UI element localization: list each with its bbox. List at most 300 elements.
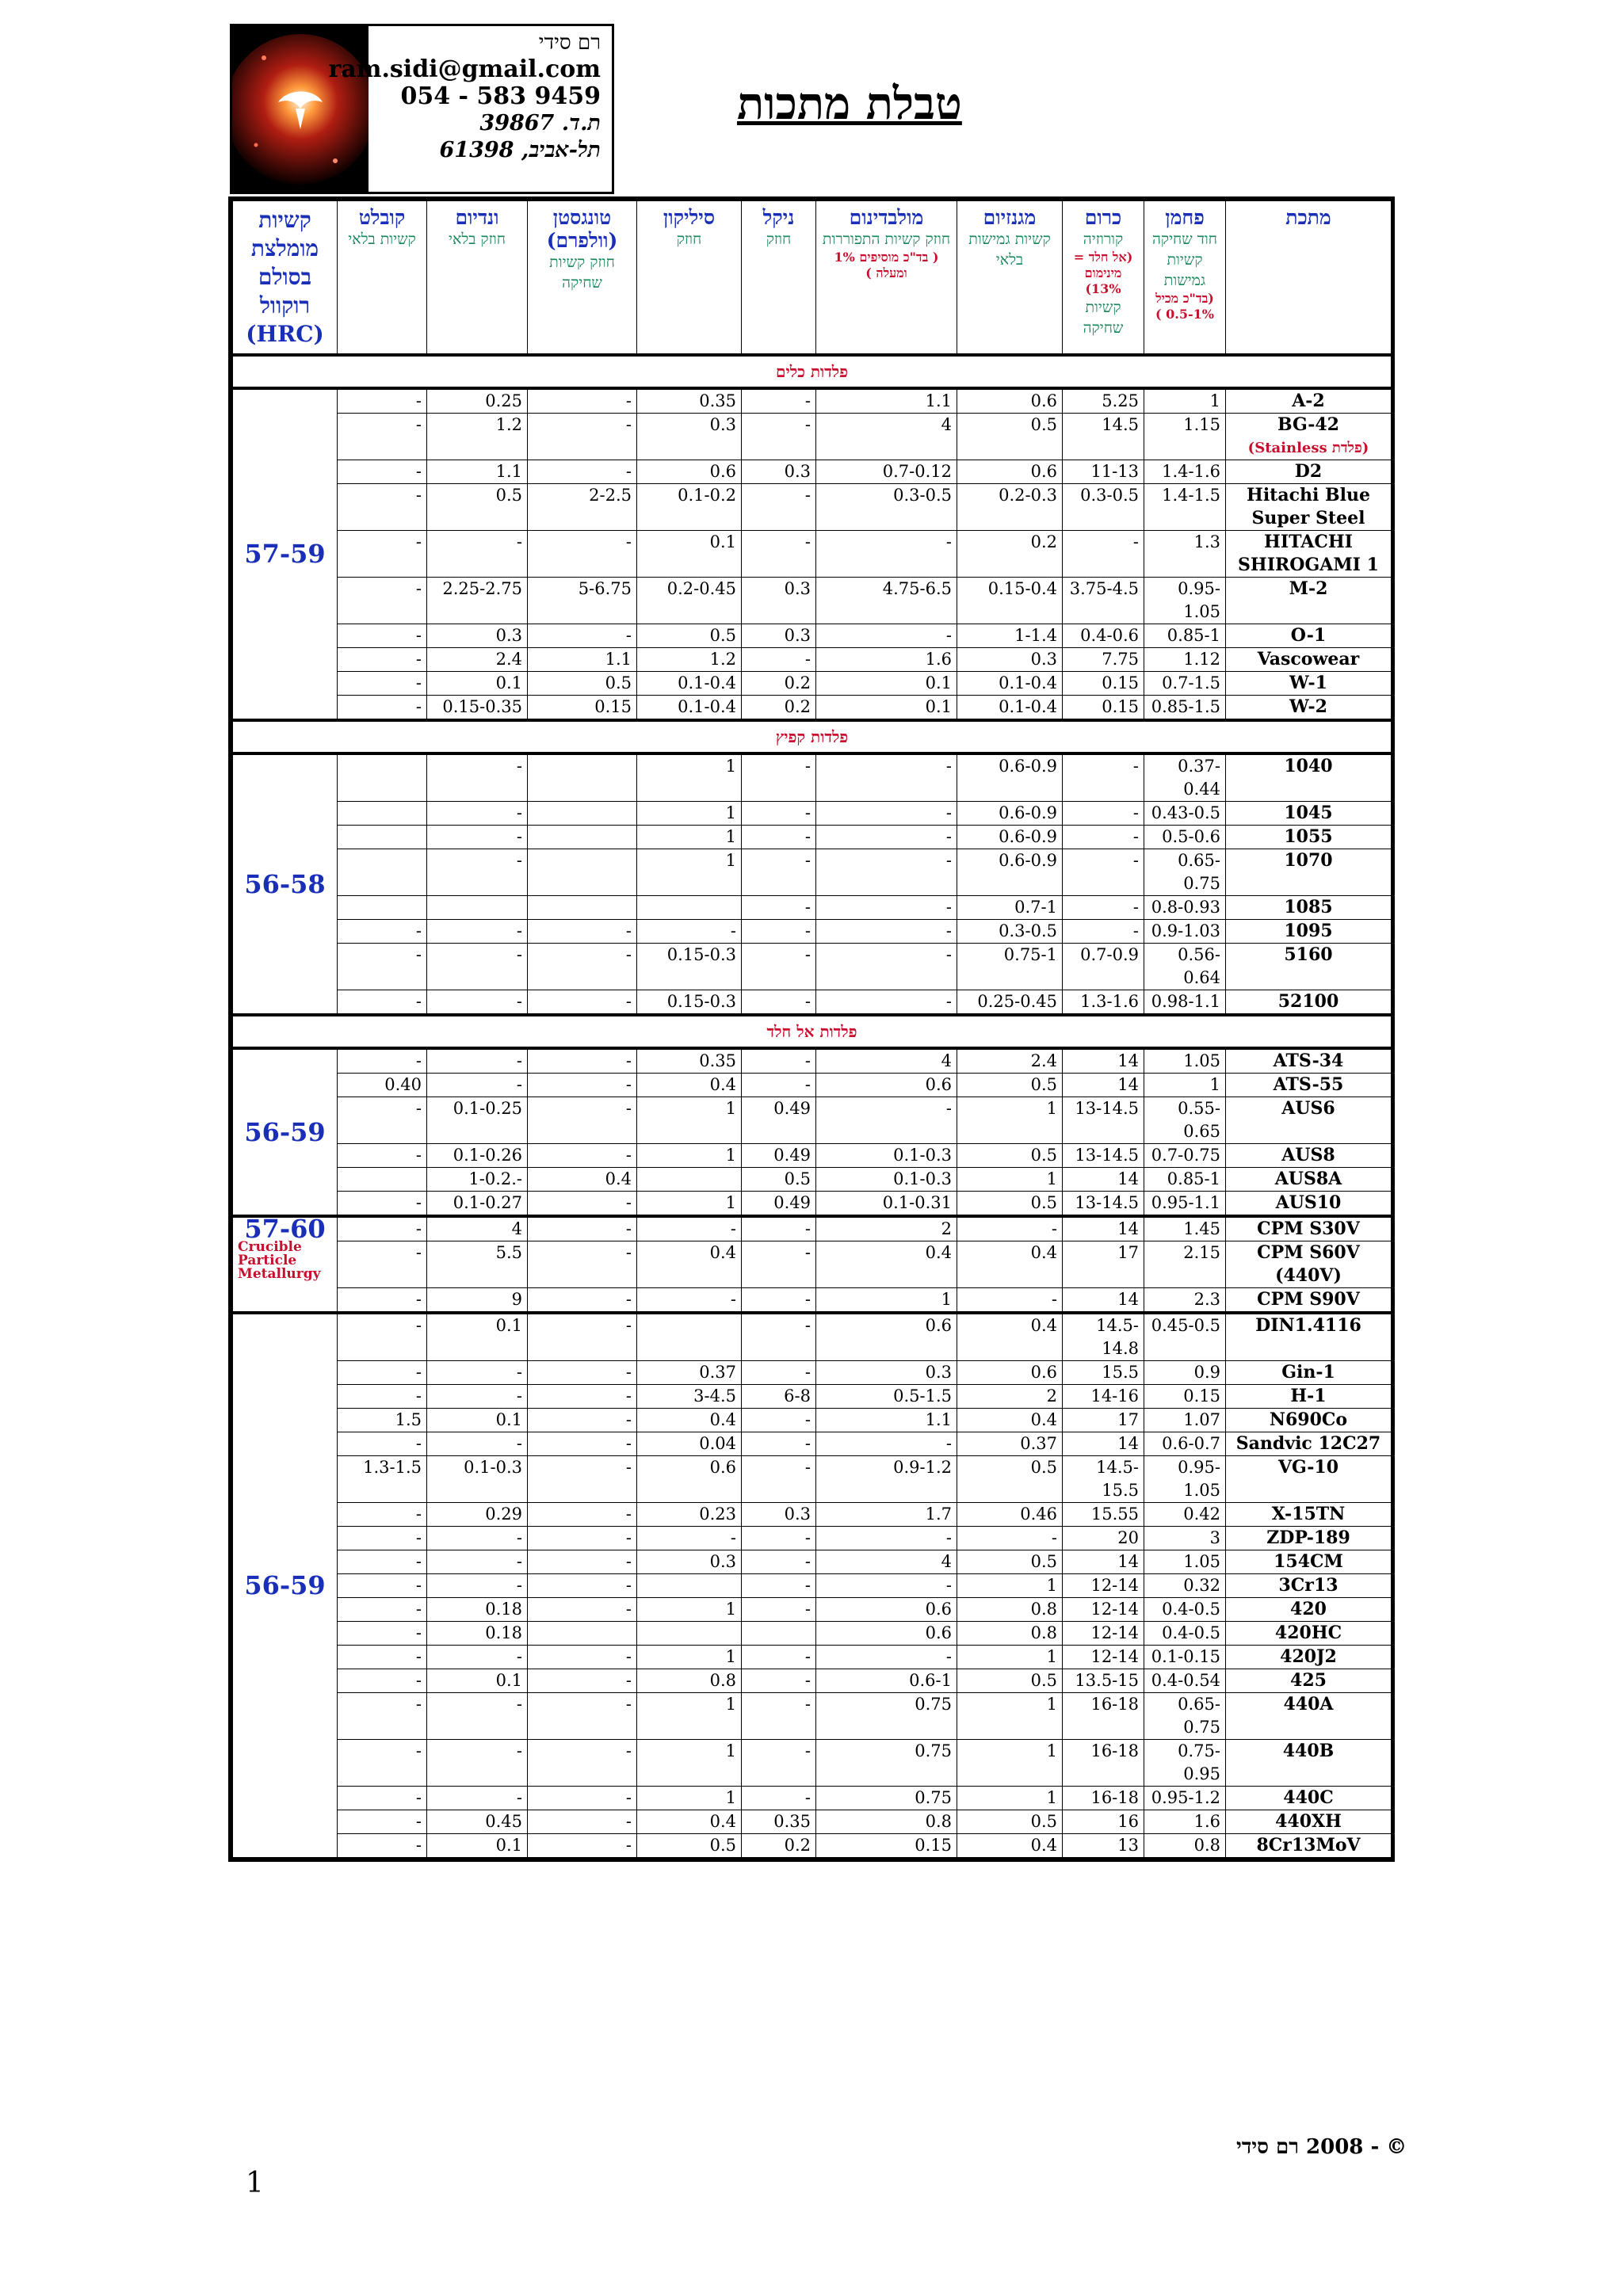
- cell-co: -: [338, 1574, 427, 1598]
- cell-co: -: [338, 1787, 427, 1810]
- cell-mo: -: [816, 1527, 957, 1550]
- cell-v: 0.1: [427, 1313, 528, 1361]
- cell-w: [528, 753, 637, 802]
- page-number: 1: [246, 2167, 264, 2199]
- cell-cr: 12-14: [1063, 1574, 1144, 1598]
- cell-mn: 1-1.4: [957, 624, 1063, 648]
- cell-cr: 15.5: [1063, 1361, 1144, 1385]
- cell-cr: 14: [1063, 1048, 1144, 1074]
- cell-ni: 0.49: [742, 1144, 816, 1168]
- cell-mo: 0.75: [816, 1787, 957, 1810]
- table-row: [233, 1574, 1392, 1598]
- cell-w: -: [528, 1216, 637, 1241]
- cell-v: -: [427, 1361, 528, 1385]
- cell-co: -: [338, 1622, 427, 1646]
- cell-c: 0.98-1.1: [1144, 990, 1226, 1016]
- metal-name-cell: [1226, 1527, 1392, 1550]
- column-header: [1063, 201, 1144, 356]
- cell-w: -: [528, 1385, 637, 1409]
- column-header-title: מגנזיום: [983, 206, 1037, 229]
- cell-co: -: [338, 1503, 427, 1527]
- cell-c: 0.85-1: [1144, 624, 1226, 648]
- cell-cr: 0.7-0.9: [1063, 944, 1144, 990]
- cell-w: -: [528, 1503, 637, 1527]
- cell-w: -: [528, 1144, 637, 1168]
- table-row: [233, 753, 1392, 802]
- cell-si: 1: [637, 826, 742, 849]
- cell-ni: -: [742, 1693, 816, 1740]
- cell-ni: -: [742, 1432, 816, 1456]
- cell-mo: 4: [816, 1048, 957, 1074]
- cell-c: 0.95-1.2: [1144, 1787, 1226, 1810]
- metal-name: 440C: [1283, 1787, 1334, 1808]
- cell-w: -: [528, 1787, 637, 1810]
- cell-si: 0.37: [637, 1361, 742, 1385]
- cell-w: -: [528, 1048, 637, 1074]
- metal-name-cell: [1226, 1241, 1392, 1288]
- cell-mo: 0.75: [816, 1693, 957, 1740]
- cell-w: -: [528, 1693, 637, 1740]
- cell-co: -: [338, 414, 427, 460]
- metal-name-cell: [1226, 920, 1392, 944]
- cell-mn: 0.75-1: [957, 944, 1063, 990]
- metal-name: CPM S60V (440V): [1257, 1242, 1360, 1286]
- cell-c: 0.95-1.05: [1144, 578, 1226, 624]
- metal-name-cell: [1226, 849, 1392, 896]
- cell-cr: 0.3-0.5: [1063, 484, 1144, 531]
- cell-mo: -: [816, 1097, 957, 1144]
- hrc-cell: [233, 1048, 338, 1216]
- cell-v: 0.1-0.3: [427, 1456, 528, 1503]
- cell-cr: 20: [1063, 1527, 1144, 1550]
- cell-si: [637, 1168, 742, 1192]
- cell-c: 0.4-0.5: [1144, 1622, 1226, 1646]
- cell-co: -: [338, 1048, 427, 1074]
- metal-name: O-1: [1290, 625, 1327, 646]
- metal-name-cell: [1226, 1048, 1392, 1074]
- metal-name-cell: [1226, 1409, 1392, 1432]
- cell-cr: -: [1063, 826, 1144, 849]
- cell-mn: 0.3: [957, 648, 1063, 672]
- table-row: [233, 849, 1392, 896]
- metal-name: 1045: [1284, 803, 1333, 823]
- table-row: [233, 1313, 1392, 1361]
- cell-c: 0.7-0.75: [1144, 1144, 1226, 1168]
- cell-mo: 0.4: [816, 1241, 957, 1288]
- cell-mn: 0.6-0.9: [957, 753, 1063, 802]
- table-row: [233, 648, 1392, 672]
- cell-w: -: [528, 624, 637, 648]
- cell-mn: 0.6-0.9: [957, 802, 1063, 826]
- cell-mn: 0.4: [957, 1834, 1063, 1858]
- cell-v: -: [427, 1048, 528, 1074]
- table-row: [233, 624, 1392, 648]
- cell-mo: 0.6: [816, 1074, 957, 1097]
- cell-si: 1: [637, 849, 742, 896]
- cell-c: 1.07: [1144, 1409, 1226, 1432]
- cell-w: -: [528, 1669, 637, 1693]
- cell-co: -: [338, 990, 427, 1016]
- cell-c: 1.45: [1144, 1216, 1226, 1241]
- cell-cr: 0.4-0.6: [1063, 624, 1144, 648]
- page-title: טבלת מתכות: [737, 78, 962, 130]
- cell-si: -: [637, 1216, 742, 1241]
- cell-ni: -: [742, 990, 816, 1016]
- cell-si: 0.6: [637, 460, 742, 484]
- table-row: [233, 1168, 1392, 1192]
- table-row: [233, 578, 1392, 624]
- table-row: [233, 696, 1392, 721]
- cell-mo: -: [816, 753, 957, 802]
- cell-si: 1: [637, 753, 742, 802]
- column-header-title: ונדיום: [455, 206, 499, 229]
- cell-cr: 14-16: [1063, 1385, 1144, 1409]
- column-header-title: טונגסטן (וולפרם): [546, 206, 618, 252]
- cell-v: -: [427, 1550, 528, 1574]
- table-row: [233, 1740, 1392, 1787]
- metal-name-cell: [1226, 1810, 1392, 1834]
- metal-name: ATS-55: [1273, 1074, 1344, 1095]
- metal-name: HITACHI SHIROGAMI 1: [1238, 532, 1379, 575]
- cell-c: 0.9-1.03: [1144, 920, 1226, 944]
- cell-w: -: [528, 1241, 637, 1288]
- cell-c: 0.37-0.44: [1144, 753, 1226, 802]
- cell-c: 0.7-1.5: [1144, 672, 1226, 696]
- cell-v: -: [427, 1074, 528, 1097]
- table-row: [233, 672, 1392, 696]
- contact-details: [328, 29, 601, 164]
- metal-name: 420: [1290, 1599, 1327, 1619]
- cell-co: -: [338, 944, 427, 990]
- cell-w: [528, 1622, 637, 1646]
- table-row: [233, 990, 1392, 1016]
- cell-si: 1: [637, 1740, 742, 1787]
- cell-v: 5.5: [427, 1241, 528, 1288]
- cell-cr: 13: [1063, 1834, 1144, 1858]
- cell-cr: 13-14.5: [1063, 1144, 1144, 1168]
- cell-v: 1.1: [427, 460, 528, 484]
- cell-w: -: [528, 460, 637, 484]
- cell-cr: 11-13: [1063, 460, 1144, 484]
- cell-ni: -: [742, 1574, 816, 1598]
- cell-w: [528, 802, 637, 826]
- cell-v: 0.1-0.25: [427, 1097, 528, 1144]
- metal-name: BG-42: [1277, 414, 1339, 435]
- cell-mn: 0.2: [957, 531, 1063, 578]
- table-row: [233, 1144, 1392, 1168]
- cell-v: 0.29: [427, 1503, 528, 1527]
- cell-cr: 15.55: [1063, 1503, 1144, 1527]
- table-row: [233, 826, 1392, 849]
- cell-c: 0.85-1.5: [1144, 696, 1226, 721]
- cell-co: 1.5: [338, 1409, 427, 1432]
- metal-name-cell: [1226, 1216, 1392, 1241]
- cell-w: -: [528, 1361, 637, 1385]
- cell-w: -: [528, 1313, 637, 1361]
- cell-si: 1: [637, 1192, 742, 1217]
- cell-ni: 0.2: [742, 672, 816, 696]
- metal-name: 8Cr13MoV: [1256, 1835, 1361, 1855]
- cell-c: 1.3: [1144, 531, 1226, 578]
- cell-v: -: [427, 849, 528, 896]
- cell-ni: -: [742, 1527, 816, 1550]
- cell-c: 1.4-1.6: [1144, 460, 1226, 484]
- column-header-subtitle: חוזק: [766, 231, 792, 248]
- metal-name: H-1: [1290, 1386, 1327, 1406]
- table-row: [233, 944, 1392, 990]
- column-header-note: (בד"כ מכיל 0.5-1% ): [1155, 291, 1214, 322]
- metal-name-cell: [1226, 1693, 1392, 1740]
- cell-co: -: [338, 1810, 427, 1834]
- hrc-cell: [233, 1313, 338, 1858]
- contact-email[interactable]: ram.sidi@gmail.com: [328, 55, 601, 83]
- cell-ni: -: [742, 1740, 816, 1787]
- cell-co: -: [338, 1527, 427, 1550]
- table-row: [233, 1810, 1392, 1834]
- metal-name: CPM S90V: [1257, 1289, 1360, 1310]
- cell-cr: 12-14: [1063, 1646, 1144, 1669]
- column-header-subtitle: קשיות בלאי: [348, 231, 416, 248]
- cell-mn: 1: [957, 1574, 1063, 1598]
- cell-cr: 14: [1063, 1168, 1144, 1192]
- column-header-subtitle: קורוזיה: [1083, 231, 1124, 248]
- cell-mn: 0.6-0.9: [957, 826, 1063, 849]
- cell-co: -: [338, 1598, 427, 1622]
- cell-v: 0.18: [427, 1622, 528, 1646]
- metal-name: W-2: [1289, 696, 1327, 717]
- cell-w: -: [528, 1288, 637, 1314]
- cell-mn: 0.5: [957, 1456, 1063, 1503]
- cell-c: 0.8-0.93: [1144, 896, 1226, 920]
- cell-w: -: [528, 990, 637, 1016]
- cell-ni: -: [742, 1669, 816, 1693]
- column-header-title: מולבדינום: [849, 206, 924, 229]
- cell-ni: -: [742, 1361, 816, 1385]
- cell-w: 5-6.75: [528, 578, 637, 624]
- cell-c: 0.55-0.65: [1144, 1097, 1226, 1144]
- cell-cr: 5.25: [1063, 388, 1144, 414]
- cell-c: 0.32: [1144, 1574, 1226, 1598]
- cell-si: [637, 1574, 742, 1598]
- cell-mn: 0.1-0.4: [957, 696, 1063, 721]
- cell-cr: -: [1063, 753, 1144, 802]
- cell-w: -: [528, 388, 637, 414]
- cell-c: 0.6-0.7: [1144, 1432, 1226, 1456]
- cell-co: [338, 1168, 427, 1192]
- metal-name-cell: [1226, 388, 1392, 414]
- metal-name: AUS8: [1281, 1145, 1335, 1165]
- cell-si: 0.35: [637, 1048, 742, 1074]
- cell-co: [338, 849, 427, 896]
- cell-ni: -: [742, 648, 816, 672]
- contact-city: תל-אביב, 61398: [439, 138, 601, 162]
- cell-mo: 0.15: [816, 1834, 957, 1858]
- table-row: [233, 802, 1392, 826]
- cell-v: -: [427, 1740, 528, 1787]
- cell-si: 0.04: [637, 1432, 742, 1456]
- cell-ni: 0.3: [742, 460, 816, 484]
- cell-mo: -: [816, 990, 957, 1016]
- cell-ni: 6-8: [742, 1385, 816, 1409]
- cell-si: 0.2-0.45: [637, 578, 742, 624]
- cell-cr: 3.75-4.5: [1063, 578, 1144, 624]
- table-row: [233, 1432, 1392, 1456]
- cell-c: 0.42: [1144, 1503, 1226, 1527]
- cell-mo: 4.75-6.5: [816, 578, 957, 624]
- cell-cr: 14.5-14.8: [1063, 1313, 1144, 1361]
- cell-cr: 17: [1063, 1241, 1144, 1288]
- column-header-subtitle: חוזק: [676, 231, 702, 248]
- metal-name: AUS10: [1275, 1192, 1342, 1213]
- cell-c: 2.3: [1144, 1288, 1226, 1314]
- cell-mo: 1.7: [816, 1503, 957, 1527]
- table-row: [233, 1456, 1392, 1503]
- column-header: [957, 201, 1063, 356]
- cell-w: 0.15: [528, 696, 637, 721]
- metal-name: 1085: [1284, 897, 1333, 917]
- cell-si: 0.8: [637, 1669, 742, 1693]
- metal-name: VG-10: [1277, 1457, 1338, 1478]
- cell-v: -: [427, 1385, 528, 1409]
- column-header-note: ( בד"כ מוסיפים 1% ומעלה ): [834, 250, 939, 280]
- cell-c: 3: [1144, 1527, 1226, 1550]
- cell-w: -: [528, 1740, 637, 1787]
- cell-v: -: [427, 1432, 528, 1456]
- metal-name-cell: [1226, 1074, 1392, 1097]
- cell-w: -: [528, 1432, 637, 1456]
- cell-cr: 13-14.5: [1063, 1192, 1144, 1217]
- cell-c: 1.12: [1144, 648, 1226, 672]
- table-row: [233, 484, 1392, 531]
- cell-ni: -: [742, 414, 816, 460]
- cell-mo: 0.3-0.5: [816, 484, 957, 531]
- cell-w: -: [528, 920, 637, 944]
- cell-si: 1: [637, 1144, 742, 1168]
- cell-cr: 0.15: [1063, 672, 1144, 696]
- cell-ni: -: [742, 531, 816, 578]
- metal-name: 52100: [1277, 991, 1339, 1012]
- cell-si: 1: [637, 1598, 742, 1622]
- cell-ni: -: [742, 1241, 816, 1288]
- cell-co: -: [338, 1834, 427, 1858]
- cell-v: -: [427, 753, 528, 802]
- cell-si: 0.1-0.4: [637, 696, 742, 721]
- metal-name: 440A: [1283, 1694, 1334, 1714]
- cell-c: 0.56-0.64: [1144, 944, 1226, 990]
- cell-w: -: [528, 944, 637, 990]
- cell-ni: -: [742, 1216, 816, 1241]
- cell-co: -: [338, 1097, 427, 1144]
- copyright: © - 2008 רם סידי: [1236, 2135, 1407, 2159]
- cell-v: 0.1-0.27: [427, 1192, 528, 1217]
- metal-name: AUS8A: [1274, 1169, 1342, 1189]
- cell-ni: 0.35: [742, 1810, 816, 1834]
- cell-w: -: [528, 1074, 637, 1097]
- cell-c: 0.65-0.75: [1144, 1693, 1226, 1740]
- metal-name-cell: [1226, 1550, 1392, 1574]
- cell-mn: 0.6: [957, 388, 1063, 414]
- cell-w: -: [528, 1456, 637, 1503]
- cell-ni: -: [742, 753, 816, 802]
- cell-mn: 1: [957, 1693, 1063, 1740]
- cell-mo: 2: [816, 1216, 957, 1241]
- table-row: [233, 1669, 1392, 1693]
- table-row: [233, 1409, 1392, 1432]
- cell-co: [338, 826, 427, 849]
- cell-cr: 16-18: [1063, 1787, 1144, 1810]
- metal-name-cell: [1226, 1598, 1392, 1622]
- cell-cr: 14: [1063, 1432, 1144, 1456]
- cell-w: -: [528, 1574, 637, 1598]
- cell-co: -: [338, 531, 427, 578]
- cell-w: -: [528, 1097, 637, 1144]
- cell-co: -: [338, 1385, 427, 1409]
- cell-mn: 1: [957, 1787, 1063, 1810]
- metal-name: 1055: [1284, 826, 1333, 847]
- cell-ni: -: [742, 1598, 816, 1622]
- cell-cr: 0.15: [1063, 696, 1144, 721]
- metal-name: Vascowear: [1257, 649, 1360, 669]
- cell-mn: 0.2-0.3: [957, 484, 1063, 531]
- cell-mo: -: [816, 849, 957, 896]
- cell-c: 0.8: [1144, 1834, 1226, 1858]
- cell-co: -: [338, 1669, 427, 1693]
- cell-c: 0.43-0.5: [1144, 802, 1226, 826]
- cell-si: 0.1-0.2: [637, 484, 742, 531]
- hrc-value: 57-60: [244, 1214, 326, 1244]
- cell-si: 0.6: [637, 1456, 742, 1503]
- metal-name-cell: [1226, 1313, 1392, 1361]
- cell-w: -: [528, 531, 637, 578]
- table-row: [233, 1787, 1392, 1810]
- cell-cr: 16-18: [1063, 1693, 1144, 1740]
- cell-mn: 0.8: [957, 1622, 1063, 1646]
- group-header-row: [233, 355, 1392, 388]
- cell-mo: 4: [816, 1550, 957, 1574]
- contact-card: [230, 24, 614, 194]
- column-header-subtitle: קשיות שחיקה: [1083, 299, 1124, 337]
- cell-w: -: [528, 1646, 637, 1669]
- metal-name-cell: [1226, 1834, 1392, 1858]
- table-row: [233, 896, 1392, 920]
- metal-name-cell: [1226, 896, 1392, 920]
- column-header-subtitle: חוד שחיקה קשיות גמישות: [1151, 231, 1218, 289]
- hrc-value: 56-59: [244, 1570, 326, 1600]
- cell-w: -: [528, 414, 637, 460]
- cell-c: 0.5-0.6: [1144, 826, 1226, 849]
- cell-mn: 0.5: [957, 1550, 1063, 1574]
- cell-ni: -: [742, 849, 816, 896]
- metal-name: 154CM: [1274, 1551, 1343, 1572]
- cell-mo: -: [816, 802, 957, 826]
- metal-name: 440XH: [1275, 1811, 1342, 1832]
- cell-cr: 7.75: [1063, 648, 1144, 672]
- cell-mn: 0.6-0.9: [957, 849, 1063, 896]
- cell-ni: 0.3: [742, 578, 816, 624]
- column-header: [338, 201, 427, 356]
- cell-cr: 17: [1063, 1409, 1144, 1432]
- cell-mn: 0.46: [957, 1503, 1063, 1527]
- metal-name: 420J2: [1280, 1646, 1337, 1667]
- table-row: [233, 1385, 1392, 1409]
- metal-name: 425: [1290, 1670, 1327, 1691]
- cell-mo: 0.8: [816, 1810, 957, 1834]
- hrc-value: 56-59: [244, 1116, 326, 1147]
- metal-name: 1070: [1284, 850, 1333, 871]
- cell-v: 1-0.2.-: [427, 1168, 528, 1192]
- metal-name: 440B: [1282, 1741, 1335, 1761]
- metal-name: ZDP-189: [1266, 1527, 1350, 1548]
